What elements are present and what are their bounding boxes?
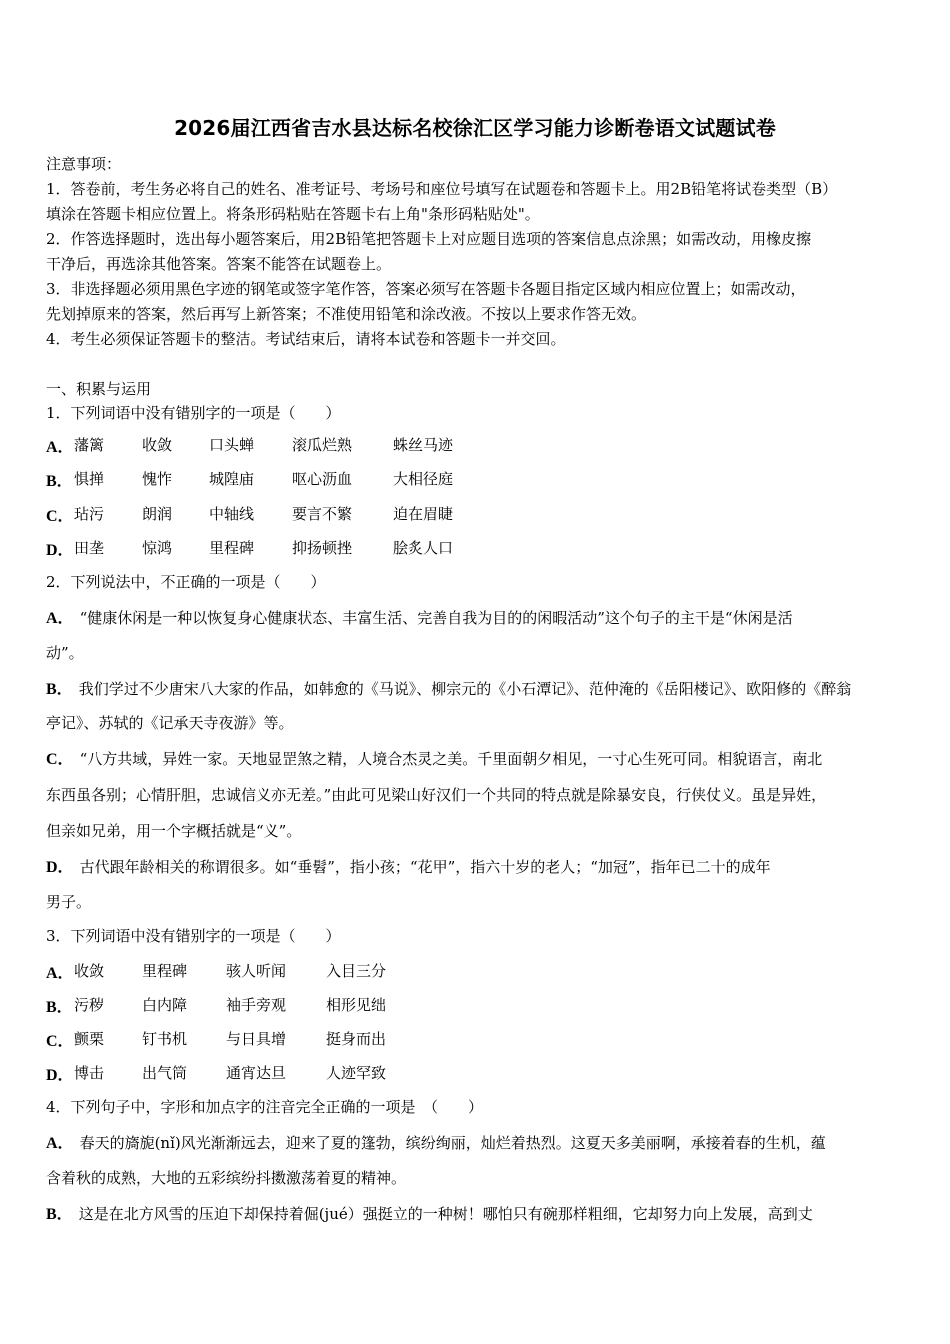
notice-heading: 注意事项： [46, 155, 122, 173]
option-text-continued: 动”。 [46, 644, 84, 662]
option-word: 玷污 [74, 505, 105, 523]
option-word: 蛛丝马迹 [393, 436, 454, 454]
option-word: 呕心沥血 [292, 470, 353, 488]
option-word: 钉书机 [142, 1030, 188, 1048]
option-word: 白内障 [142, 996, 188, 1014]
option-text-continued: 亭记》、苏轼的《记承天寺夜游》等。 [46, 714, 294, 732]
option-word: 与日具增 [226, 1030, 287, 1048]
option-word: 挺身而出 [326, 1030, 387, 1048]
notice-line: 1．答卷前，考生务必将自己的姓名、准考证号、考场号和座位号填写在试题卷和答题卡上。用2B铅笔将试卷类型（B） [46, 180, 838, 198]
option-word: 相形见绌 [326, 996, 387, 1014]
notice-line: 3．非选择题必须用黑色字迹的钢笔或签字笔作答，答案必须写在答题卡各题目指定区域内相应位置上；如需改动， [46, 280, 806, 298]
option-word: 口头蝉 [209, 436, 255, 454]
question-4-option-b [46, 1201, 813, 1224]
option-text: 这是在北方风雪的压迫下却保持着倔(jué）强挺立的一种树！哪怕只有碗那样粗细，它却努力向上发展，高到丈 [78, 1205, 813, 1223]
question-4-option-a [46, 1130, 826, 1153]
option-label: C． [46, 1033, 74, 1050]
notice-line: 干净后，再选涂其他答案。答案不能答在试题卷上。 [46, 255, 392, 273]
option-word: 抑扬顿挫 [292, 539, 353, 557]
option-text: 春天的旖旎(nǐ)风光渐渐远去，迎来了夏的篷勃，缤纷绚丽，灿烂着热烈。这夏天多美丽啊，承接着春的生机，蕴 [79, 1134, 826, 1152]
notice-line: 填涂在答题卡相应位置上。将条形码粘贴在答题卡右上角"条形码粘贴处"。 [46, 205, 540, 223]
option-word: 大相径庭 [393, 470, 454, 488]
option-word: 人迹罕致 [326, 1064, 387, 1082]
option-text: “健康休闲是一种以恢复身心健康状态、丰富生活、完善自我为目的的闲暇活动”这个句子的主干是“休闲是活 [79, 609, 793, 627]
question-2-stem: 2．下列说法中，不正确的一项是（ ） [46, 573, 326, 591]
notice-line: 2．作答选择题时，选出每小题答案后，用2B铅笔把答题卡上对应题目选项的答案信息点涂黑；如需改动，用橡皮擦 [46, 230, 812, 248]
option-label: A． [46, 1135, 74, 1152]
option-label: D． [46, 1067, 74, 1084]
option-word: 滚瓜烂熟 [292, 436, 353, 454]
option-word: 博击 [74, 1064, 105, 1082]
option-word: 里程碑 [142, 962, 188, 980]
option-word: 袖手旁观 [226, 996, 287, 1014]
option-word: 骇人听闻 [226, 962, 287, 980]
question-2-option-c [46, 746, 822, 769]
option-word: 出气筒 [142, 1064, 188, 1082]
option-word: 收敛 [74, 962, 105, 980]
option-text-continued: 含着秋的成熟，大地的五彩缤纷抖擞激荡着夏的精神。 [46, 1169, 407, 1187]
option-word: 藩篱 [74, 436, 105, 454]
option-text-continued: 但亲如兄弟，用一个字概括就是“义”。 [46, 822, 302, 840]
section-heading: 一、积累与运用 [46, 380, 152, 398]
question-2-option-b [46, 676, 851, 699]
option-text: 古代跟年龄相关的称谓很多。如“垂髫”，指小孩；“花甲”，指六十岁的老人；“加冠”，指年已二十的成年 [79, 858, 771, 876]
option-label: C． [46, 508, 74, 525]
option-word: 要言不繁 [292, 505, 353, 523]
option-word: 里程碑 [209, 539, 255, 557]
notice-line: 先划掉原来的答案，然后再写上新答案；不准使用铅笔和涂改液。不按以上要求作答无效。 [46, 305, 647, 323]
option-word: 中轴线 [209, 505, 255, 523]
option-label: B． [46, 473, 73, 490]
option-label: B． [46, 999, 73, 1016]
option-word: 收敛 [142, 436, 173, 454]
option-text: 我们学过不少唐宋八大家的作品，如韩愈的《马说》、柳宗元的《小石潭记》、范仲淹的《岳阳楼记》、欧阳修的《醉翁 [78, 680, 852, 698]
option-label: B． [46, 681, 73, 698]
option-word: 惧掸 [74, 470, 105, 488]
option-word: 惊鸿 [142, 539, 173, 557]
option-text-continued: 东西虽各别；心情肝胆，忠诚信义亦无差。”由此可见梁山好汉们一个共同的特点就是除暴安良，行侠仗义。虽是异姓， [46, 786, 827, 804]
option-word: 愧怍 [142, 470, 173, 488]
option-label: A． [46, 439, 74, 456]
option-label: A． [46, 610, 74, 627]
option-word: 通宵达旦 [226, 1064, 287, 1082]
option-label: C． [46, 751, 74, 768]
page-title: 2026届江西省吉水县达标名校徐汇区学习能力诊断卷语文试题试卷 [174, 116, 776, 140]
option-word: 入目三分 [326, 962, 387, 980]
option-text: “八方共域，异姓一家。天地显罡煞之精，人境合杰灵之美。千里面朝夕相见，一寸心生死可同。相貌语言，南北 [79, 750, 823, 768]
option-label: D． [46, 542, 74, 559]
option-word: 朗润 [142, 505, 173, 523]
option-word: 污秽 [74, 996, 105, 1014]
option-label: B． [46, 1206, 73, 1223]
option-word: 田垄 [74, 539, 105, 557]
option-word: 迫在眉睫 [393, 505, 454, 523]
option-word: 颤栗 [74, 1030, 105, 1048]
notice-line: 4．考生必须保证答题卡的整洁。考试结束后，请将本试卷和答题卡一并交回。 [46, 330, 566, 348]
question-2-option-d [46, 854, 771, 877]
option-label: D． [46, 859, 74, 876]
question-2-option-a [46, 605, 793, 628]
option-text-continued: 男子。 [46, 893, 92, 911]
question-1-stem: 1．下列词语中没有错别字的一项是（ ） [46, 404, 341, 422]
option-label: A． [46, 965, 74, 982]
option-word: 城隍庙 [209, 470, 255, 488]
question-4-stem: 4．下列句子中，字形和加点字的注音完全正确的一项是 （ ） [46, 1098, 484, 1116]
question-3-stem: 3．下列词语中没有错别字的一项是（ ） [46, 927, 341, 945]
option-word: 脍炙人口 [393, 539, 454, 557]
